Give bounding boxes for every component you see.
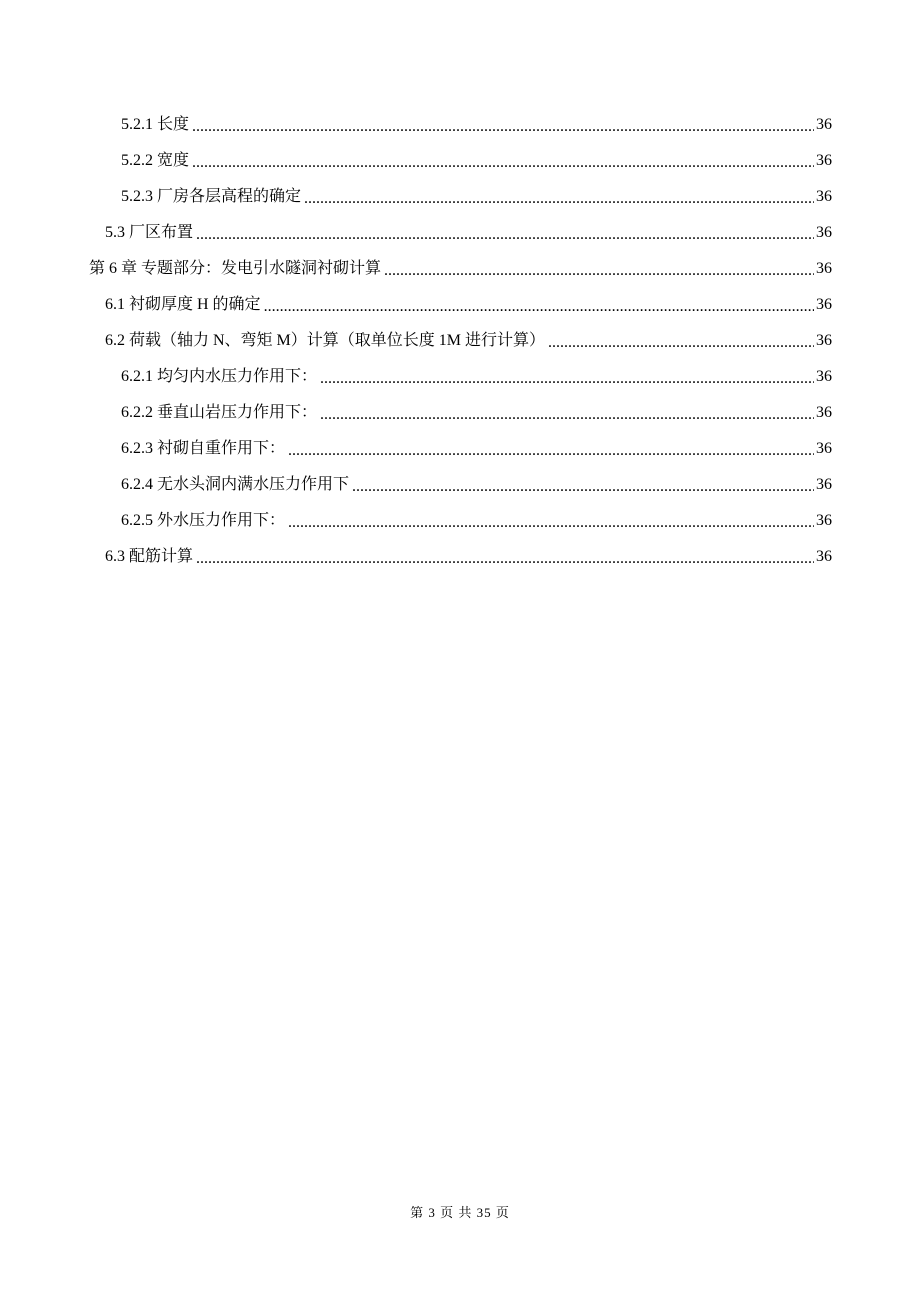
toc-entry-6-2[interactable] [105, 323, 832, 359]
toc-entry-6-1[interactable] [105, 287, 832, 323]
dot-leader [320, 369, 814, 389]
toc-entry-page: 36 [816, 188, 832, 205]
toc-entry-title: 6.3 配筋计算 [105, 548, 194, 565]
toc-entry-page: 36 [816, 224, 832, 241]
toc-entry-page: 36 [816, 296, 832, 313]
toc-entry-6-3[interactable] [105, 539, 832, 575]
toc-entry-6-2-2[interactable] [121, 395, 832, 431]
toc-entry-title: 6.2 荷载（轴力 N、弯矩 M）计算（取单位长度 1M 进行计算） [105, 332, 546, 349]
dot-leader [192, 117, 814, 137]
toc-entry-page: 36 [816, 512, 832, 529]
dot-leader [196, 225, 814, 245]
toc-entry-5-3[interactable] [105, 215, 832, 251]
toc-entry-5-2-3[interactable] [121, 179, 832, 215]
dot-leader [288, 441, 814, 461]
toc-entry-title: 6.1 衬砌厚度 H 的确定 [105, 296, 261, 313]
toc-entry-title: 5.2.3 厂房各层高程的确定 [121, 188, 302, 205]
toc-entry-page: 36 [816, 368, 832, 385]
toc-entry-5-2-1[interactable] [121, 107, 832, 143]
toc-entry-chapter-6[interactable] [89, 251, 832, 287]
toc-entry-title: 5.2.1 长度 [121, 116, 190, 133]
toc-entry-6-2-4[interactable] [121, 467, 832, 503]
dot-leader [264, 297, 814, 317]
toc-entry-page: 36 [816, 332, 832, 349]
page-number-label: 第 3 页 共 35 页 [410, 1205, 510, 1220]
toc-entry-5-2-2[interactable] [121, 143, 832, 179]
dot-leader [320, 405, 814, 425]
toc-entry-title: 6.2.2 垂直山岩压力作用下： [121, 404, 318, 421]
dot-leader [196, 549, 814, 569]
toc-entry-6-2-1[interactable] [121, 359, 832, 395]
dot-leader [548, 333, 814, 353]
toc-entry-6-2-5[interactable] [121, 503, 832, 539]
toc-entry-page: 36 [816, 152, 832, 169]
dot-leader [352, 477, 814, 497]
toc-entry-page: 36 [816, 440, 832, 457]
dot-leader [384, 261, 814, 281]
toc-entry-title: 5.3 厂区布置 [105, 224, 194, 241]
toc-entry-title: 第 6 章 专题部分：发电引水隧洞衬砌计算 [89, 260, 382, 277]
page-footer [0, 1205, 920, 1221]
dot-leader [192, 153, 814, 173]
toc-entry-page: 36 [816, 260, 832, 277]
toc-entry-page: 36 [816, 116, 832, 133]
toc-entry-page: 36 [816, 548, 832, 565]
toc-entry-6-2-3[interactable] [121, 431, 832, 467]
toc-entry-title: 6.2.5 外水压力作用下： [121, 512, 286, 529]
toc-entry-title: 5.2.2 宽度 [121, 152, 190, 169]
toc-entry-title: 6.2.4 无水头洞内满水压力作用下 [121, 476, 350, 493]
dot-leader [288, 513, 814, 533]
toc-entry-title: 6.2.3 衬砌自重作用下： [121, 440, 286, 457]
toc-entry-page: 36 [816, 476, 832, 493]
toc-entry-title: 6.2.1 均匀内水压力作用下： [121, 368, 318, 385]
dot-leader [304, 189, 814, 209]
toc-entry-page: 36 [816, 404, 832, 421]
